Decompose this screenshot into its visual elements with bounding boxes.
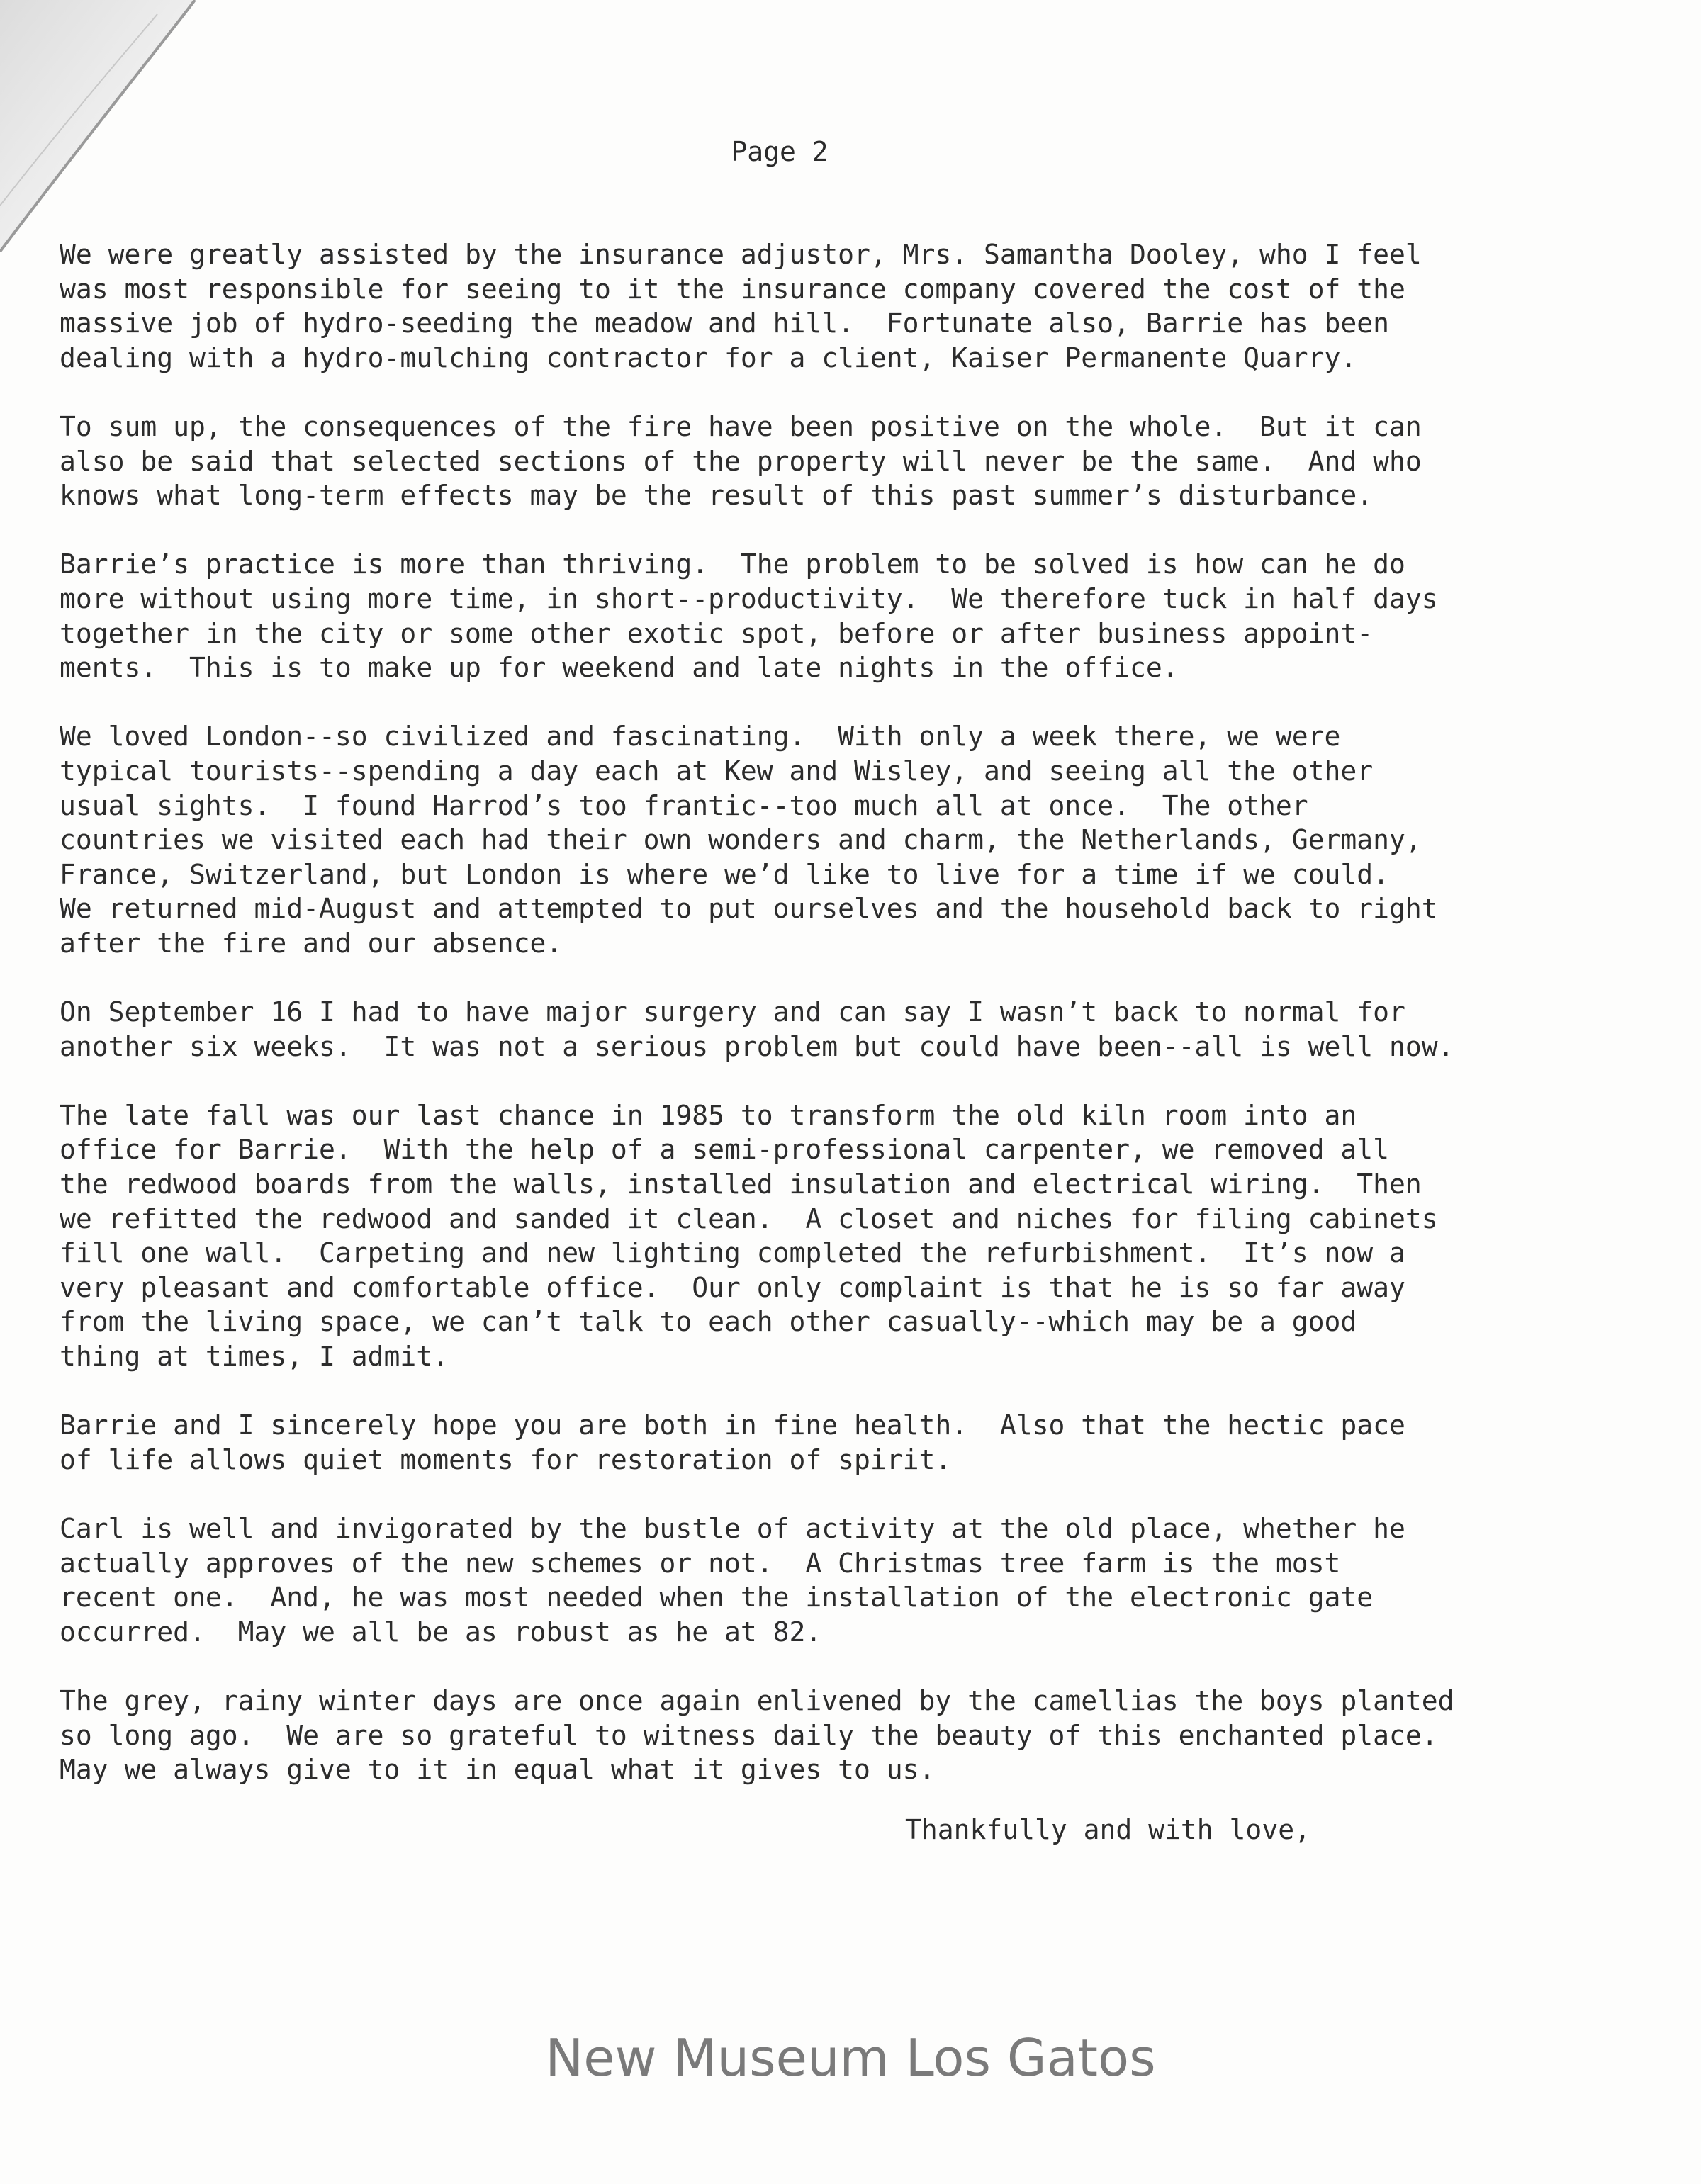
- text-line: recent one. And, he was most needed when the installation of the electronic gate: [60, 1582, 1374, 1614]
- text-line: so long ago. We are so grateful to witness daily the beauty of this enchanted place.: [60, 1719, 1438, 1751]
- letter-paragraph: [60, 1098, 1590, 1374]
- text-line: typical tourists--spending a day each at Kew and Wisley, and seeing all the other: [60, 755, 1374, 787]
- text-line: office for Barrie. With the help of a semi-professional carpenter, we removed all: [60, 1134, 1389, 1166]
- text-line: ments. This is to make up for weekend and late nights in the office.: [60, 652, 1179, 684]
- page-number-header: Page 2: [731, 136, 829, 167]
- letter-body: [60, 237, 1590, 1821]
- text-line: massive job of hydro-seeding the meadow and hill. Fortunate also, Barrie has been: [60, 308, 1389, 339]
- text-line: another six weeks. It was not a serious problem but could have been--all is well now.: [60, 1030, 1454, 1062]
- text-line: thing at times, I admit.: [60, 1341, 449, 1372]
- text-line: the redwood boards from the walls, installed insulation and electrical wiring. Then: [60, 1169, 1422, 1200]
- letter-paragraph: [60, 410, 1590, 513]
- letter-paragraph: [60, 719, 1590, 960]
- text-line: Carl is well and invigorated by the bustle of activity at the old place, whether he: [60, 1512, 1405, 1544]
- text-line: very pleasant and comfortable office. Our only complaint is that he is so far away: [60, 1271, 1405, 1303]
- text-line: from the living space, we can’t talk to each other casually--which may be a good: [60, 1306, 1357, 1338]
- text-line: The grey, rainy winter days are once again enlivened by the camellias the boys planted: [60, 1684, 1454, 1716]
- text-line: Barrie and I sincerely hope you are both in fine health. Also that the hectic pace: [60, 1409, 1405, 1441]
- text-line: The late fall was our last chance in 1985 to transform the old kiln room into an: [60, 1099, 1357, 1131]
- text-line: fill one wall. Carpeting and new lighting completed the refurbishment. It’s now a: [60, 1237, 1405, 1269]
- letter-paragraph: [60, 237, 1590, 375]
- text-line: also be said that selected sections of the property will never be the same. And who: [60, 445, 1422, 477]
- text-line: To sum up, the consequences of the fire have been positive on the whole. But it can: [60, 410, 1422, 442]
- text-line: We were greatly assisted by the insurance adjustor, Mrs. Samantha Dooley, who I feel: [60, 239, 1422, 270]
- text-line: together in the city or some other exotic spot, before or after business appoint-: [60, 617, 1374, 649]
- letter-paragraph: [60, 547, 1590, 685]
- text-line: knows what long-term effects may be the result of this past summer’s disturbance.: [60, 480, 1374, 512]
- text-line: after the fire and our absence.: [60, 927, 563, 959]
- text-line: May we always give to it in equal what it gives to us.: [60, 1754, 936, 1786]
- text-line: we refitted the redwood and sanded it clean. A closet and niches for filing cabinets: [60, 1203, 1438, 1234]
- text-line: dealing with a hydro-mulching contractor for a client, Kaiser Permanente Quarry.: [60, 342, 1357, 373]
- page-corner-curl: [0, 0, 213, 255]
- text-line: France, Switzerland, but London is where we’d like to live for a time if we could.: [60, 858, 1389, 890]
- letter-paragraph: [60, 995, 1590, 1064]
- text-line: of life allows quiet moments for restoration of spirit.: [60, 1443, 952, 1475]
- museum-watermark: New Museum Los Gatos: [545, 2028, 1156, 2088]
- text-line: We loved London--so civilized and fascinating. With only a week there, we were: [60, 721, 1341, 753]
- letter-paragraph: [60, 1408, 1590, 1477]
- text-line: On September 16 I had to have major surgery and can say I wasn’t back to normal for: [60, 996, 1405, 1028]
- text-line: actually approves of the new schemes or not. A Christmas tree farm is the most: [60, 1547, 1341, 1579]
- text-line: occurred. May we all be as robust as he at 82.: [60, 1616, 822, 1648]
- text-line: usual sights. I found Harrod’s too frantic--too much all at once. The other: [60, 789, 1308, 821]
- text-line: was most responsible for seeing to it the insurance company covered the cost of the: [60, 273, 1405, 305]
- text-line: more without using more time, in short--productivity. We therefore tuck in half days: [60, 582, 1438, 614]
- letter-paragraph: [60, 1512, 1590, 1649]
- text-line: We returned mid-August and attempted to put ourselves and the household back to right: [60, 893, 1438, 925]
- letter-paragraph: [60, 1684, 1590, 1787]
- letter-closing: Thankfully and with love,: [905, 1814, 1310, 1845]
- text-line: Barrie’s practice is more than thriving. The problem to be solved is how can he do: [60, 548, 1405, 580]
- text-line: countries we visited each had their own wonders and charm, the Netherlands, Germany,: [60, 824, 1422, 856]
